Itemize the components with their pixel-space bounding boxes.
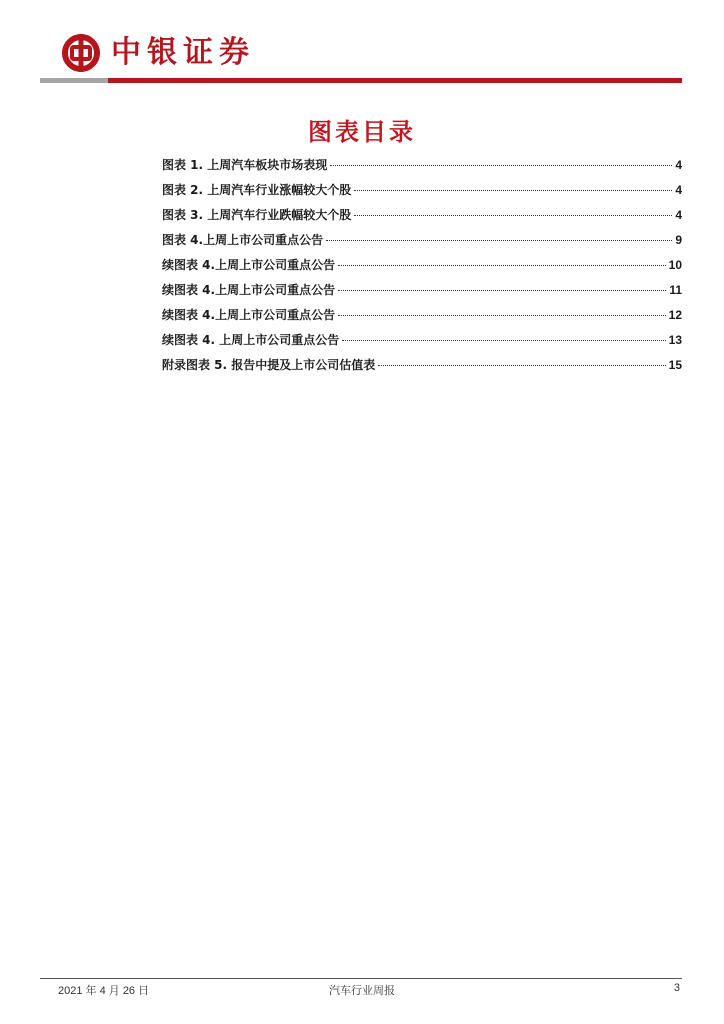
toc-list [162,156,682,381]
toc-item-label: 图表 1. 上周汽车板块市场表现 [162,158,328,172]
header-rule-gray [40,78,108,83]
toc-item-page: 9 [675,233,682,247]
toc-item[interactable] [162,156,682,181]
toc-item[interactable] [162,206,682,231]
toc-item-page: 13 [668,333,682,347]
toc-item-label: 续图表 4.上周上市公司重点公告 [162,258,336,272]
brand-logo [61,33,255,73]
toc-leader-dots [338,315,666,316]
bank-of-china-logo-icon [61,33,101,73]
toc-leader-dots [378,365,665,366]
toc-leader-dots [326,240,672,241]
toc-item-page: 4 [675,208,682,222]
toc-item[interactable] [162,231,682,256]
footer-report-type: 汽车行业周报 [329,985,395,997]
toc-item-label: 续图表 4. 上周上市公司重点公告 [162,333,340,347]
toc-item-label: 续图表 4.上周上市公司重点公告 [162,308,336,322]
footer-page-number: 3 [673,982,680,994]
toc-leader-dots [338,265,666,266]
toc-item[interactable] [162,331,682,356]
toc-item[interactable] [162,306,682,331]
toc-title: 图表目录 [308,117,416,146]
toc-item[interactable] [162,256,682,281]
toc-item-page: 10 [668,258,682,272]
toc-item-page: 11 [669,283,682,297]
toc-item-page: 12 [668,308,682,322]
toc-leader-dots [354,190,672,191]
toc-item-label: 图表 4.上周上市公司重点公告 [162,233,324,247]
footer-rule [40,978,682,979]
toc-item-page: 4 [675,158,682,172]
toc-leader-dots [342,340,665,341]
toc-item[interactable] [162,281,682,306]
toc-item[interactable] [162,181,682,206]
toc-leader-dots [354,215,672,216]
footer-date: 2021 年 4 月 26 日 [58,985,150,997]
toc-item[interactable] [162,356,682,381]
toc-leader-dots [330,165,672,166]
toc-leader-dots [338,290,666,291]
toc-item-label: 图表 3. 上周汽车行业跌幅较大个股 [162,208,352,222]
toc-item-page: 15 [668,358,682,372]
header-rule-red [108,78,682,83]
toc-item-label: 附录图表 5. 报告中提及上市公司估值表 [162,358,376,372]
toc-item-label: 续图表 4.上周上市公司重点公告 [162,283,336,297]
toc-item-page: 4 [675,183,682,197]
brand-name: 中银证券 [111,35,255,70]
toc-item-label: 图表 2. 上周汽车行业涨幅较大个股 [162,183,352,197]
